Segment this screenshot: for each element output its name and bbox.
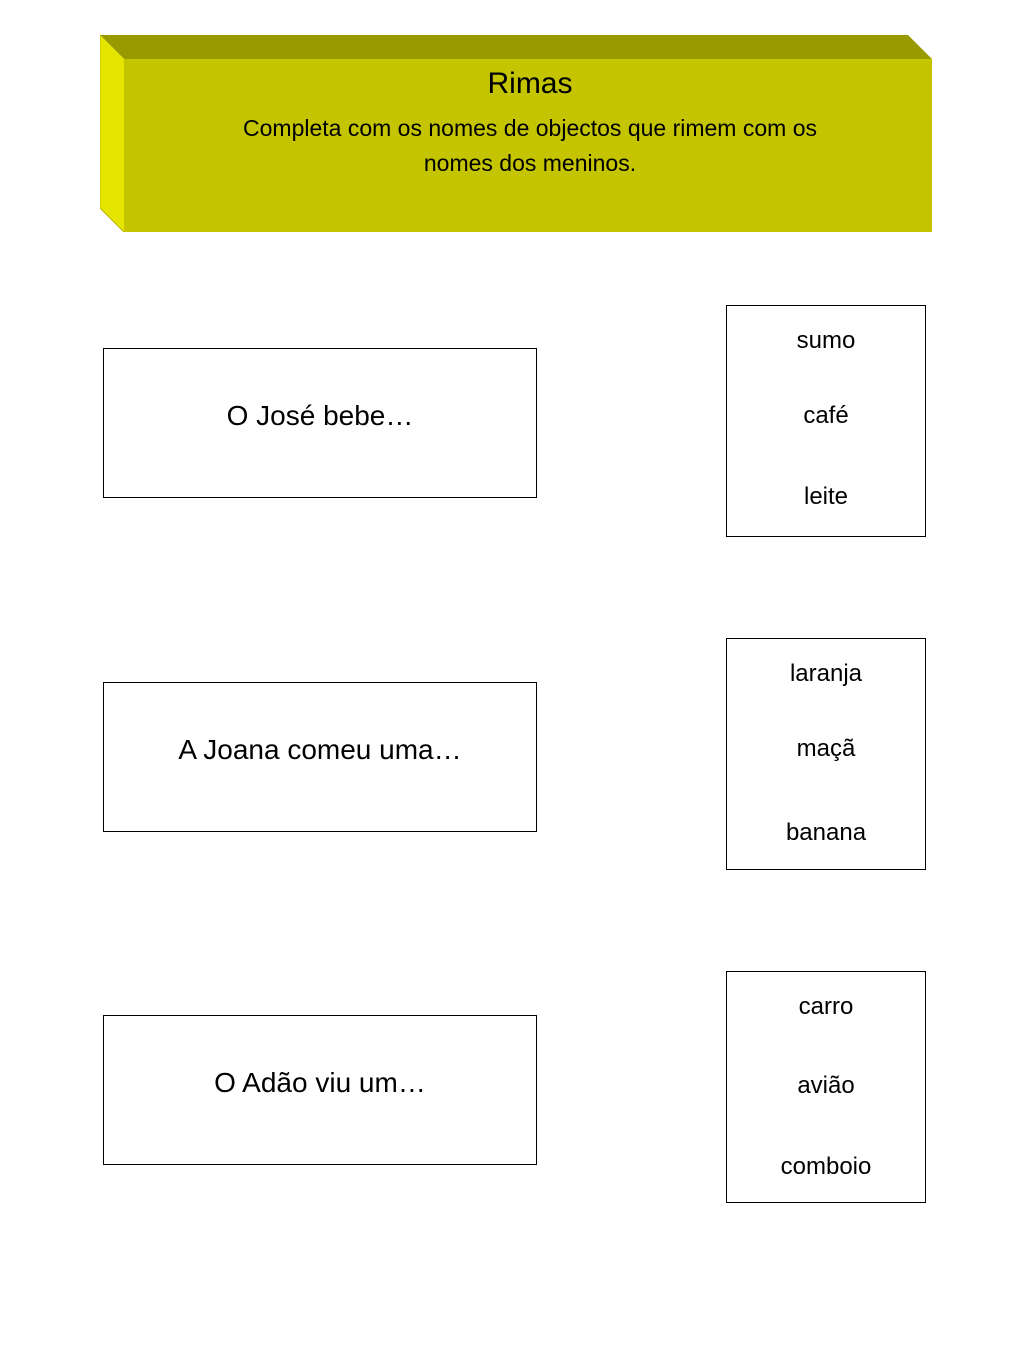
option-word[interactable]: maçã xyxy=(796,735,856,762)
title-banner xyxy=(100,35,932,232)
sentence-box-1[interactable] xyxy=(103,348,537,498)
option-word[interactable]: sumo xyxy=(796,327,856,354)
sentence-text: O José bebe… xyxy=(226,400,414,431)
option-word[interactable]: avião xyxy=(797,1072,855,1099)
title-text-block xyxy=(128,59,932,232)
instructions-text: Completa com os nomes de objectos que rimem com os nomes dos meninos. xyxy=(243,115,817,176)
option-word[interactable]: carro xyxy=(798,993,854,1020)
sentence-box-2[interactable] xyxy=(103,682,537,832)
options-box-3 xyxy=(726,971,926,1203)
sentence-box-3[interactable] xyxy=(103,1015,537,1165)
sentence-text: O Adão viu um… xyxy=(214,1067,426,1098)
option-word[interactable]: comboio xyxy=(780,1153,872,1180)
option-word[interactable]: café xyxy=(803,402,849,429)
page-title: Rimas xyxy=(487,67,573,100)
option-word[interactable]: banana xyxy=(785,819,867,846)
option-word[interactable]: leite xyxy=(803,483,849,510)
options-box-2 xyxy=(726,638,926,870)
options-box-1 xyxy=(726,305,926,537)
sentence-text: A Joana comeu uma… xyxy=(178,734,462,765)
option-word[interactable]: laranja xyxy=(789,660,863,687)
